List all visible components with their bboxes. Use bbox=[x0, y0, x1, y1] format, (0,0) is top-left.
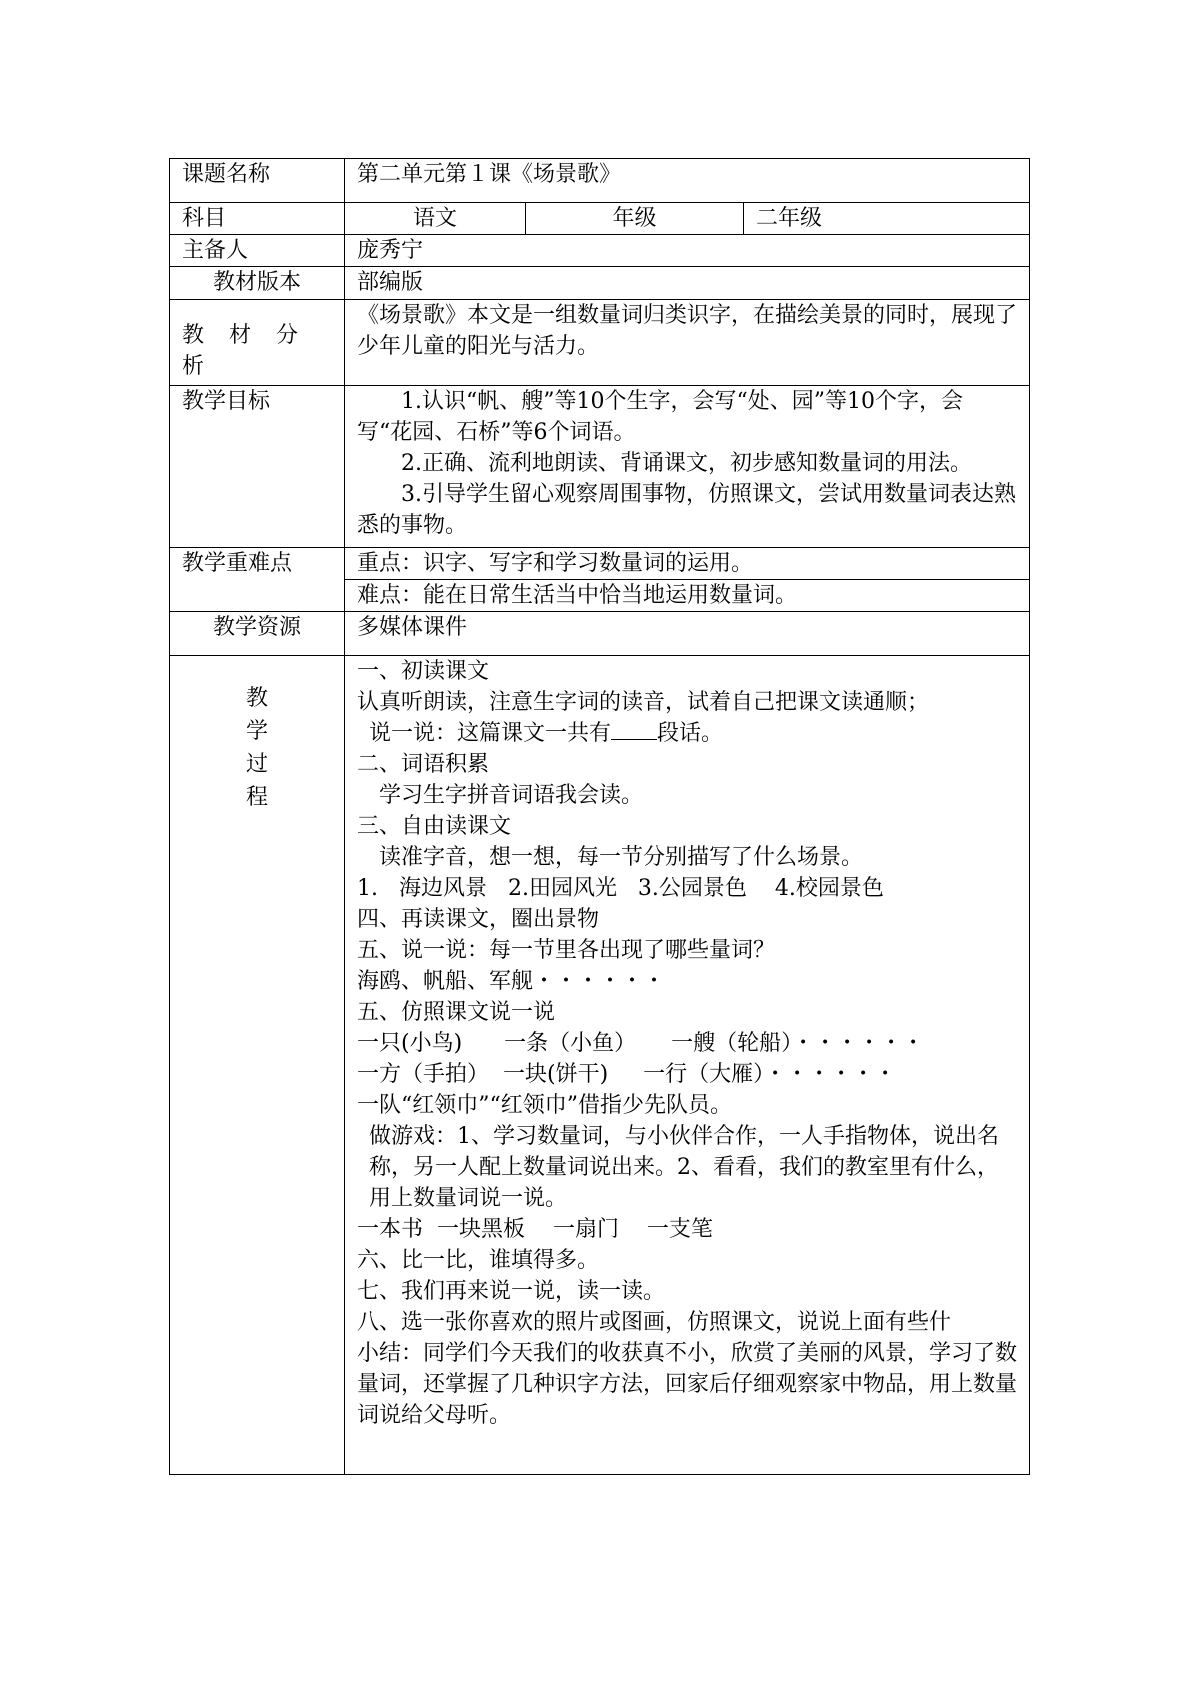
goal-item: 3.引导学生留心观察周围事物，仿照课文，尝试用数量词表达熟悉的事物。 bbox=[357, 482, 1016, 538]
analysis-value: 《场景歌》本文是一组数量词归类识字，在描绘美景的同时，展现了少年儿童的阳光与活力。 bbox=[345, 300, 1030, 386]
edition-value: 部编版 bbox=[345, 267, 1030, 300]
process-line: 做游戏：1、学习数量词，与小伙伴合作，一人手指物体，说出名称，另一人配上数量词说出来。2、看看，我们的教室里有什么，用上数量词说一说。 bbox=[369, 1124, 999, 1211]
subject-label: 科目 bbox=[170, 203, 345, 235]
grade-value: 二年级 bbox=[744, 203, 1030, 235]
resources-value: 多媒体课件 bbox=[345, 612, 1030, 656]
key-points-label: 教学重难点 bbox=[170, 548, 345, 612]
process-line: 二、词语积累 bbox=[357, 752, 490, 777]
process-line: 七、我们再来说一说，读一读。 bbox=[357, 1279, 666, 1304]
title-value: 第二单元第１课《场景歌》 bbox=[345, 159, 1030, 203]
row-analysis bbox=[170, 300, 1030, 386]
edition-label: 教材版本 bbox=[170, 267, 345, 300]
preparer-label: 主备人 bbox=[170, 235, 345, 267]
process-line: 四、再读课文，圈出景物 bbox=[357, 907, 600, 932]
process-line: 五、说一说：每一节里各出现了哪些量词？ bbox=[357, 938, 776, 963]
process-label-char: 过 bbox=[245, 752, 268, 777]
process-label-char: 学 bbox=[245, 719, 268, 744]
process-line: 一本书 一块黑板 一扇门 一支笔 bbox=[357, 1217, 713, 1242]
process-line: 海鸥、帆船、军舰・・・・・・ bbox=[357, 969, 666, 994]
process-line: 一队“红领巾”“红领巾”借指少先队员。 bbox=[357, 1093, 732, 1118]
process-line: 学习生字拼音词语我会读。 bbox=[379, 783, 644, 808]
process-label-char: 程 bbox=[245, 785, 268, 810]
row-resources bbox=[170, 612, 1030, 656]
process-line: 一、初读课文 bbox=[357, 659, 490, 684]
process-line: 八、选一张你喜欢的照片或图画，仿照课文，说说上面有些什 bbox=[357, 1310, 952, 1335]
lesson-plan-table bbox=[169, 158, 1030, 1475]
process-line: 说一说：这篇课文一共有 段话。 bbox=[369, 721, 724, 746]
goals-label: 教学目标 bbox=[170, 386, 345, 548]
process-line: 小结：同学们今天我们的收获真不小，欣赏了美丽的风景，学习了数量词，还掌握了几种识字方法，回家后仔细观察家中物品，用上数量词说给父母听。 bbox=[357, 1341, 1018, 1428]
process-label bbox=[170, 656, 345, 1475]
process-content bbox=[345, 656, 1030, 1475]
row-key-points bbox=[170, 548, 1030, 580]
preparer-value: 庞秀宁 bbox=[345, 235, 1030, 267]
grade-label: 年级 bbox=[526, 203, 744, 235]
process-line: 一只(小鸟) 一条（小鱼） 一艘（轮船）・・・・・・ bbox=[357, 1031, 925, 1056]
subject-value: 语文 bbox=[345, 203, 526, 235]
title-label: 课题名称 bbox=[170, 159, 345, 203]
analysis-label: 教 材 分 析 bbox=[170, 300, 345, 386]
goal-item: 2.正确、流利地朗读、背诵课文，初步感知数量词的用法。 bbox=[401, 451, 972, 476]
process-line: 1. 海边风景 2.田园风光 3.公园景色 4.校园景色 bbox=[357, 876, 884, 901]
process-line: 认真听朗读，注意生字词的读音，试着自己把课文读通顺； bbox=[357, 690, 930, 715]
goals-content bbox=[345, 386, 1030, 548]
fill-blank bbox=[611, 719, 657, 740]
process-label-char: 教 bbox=[245, 686, 268, 711]
process-line: 一方（手拍） 一块(饼干) 一行（大雁）・・・・・・ bbox=[357, 1062, 897, 1087]
key-point: 重点：识字、写字和学习数量词的运用。 bbox=[345, 548, 1030, 580]
resources-label: 教学资源 bbox=[170, 612, 345, 656]
process-line: 五、仿照课文说一说 bbox=[357, 1000, 556, 1025]
row-goals bbox=[170, 386, 1030, 548]
row-preparer bbox=[170, 235, 1030, 267]
difficult-point: 难点：能在日常生活当中恰当地运用数量词。 bbox=[345, 580, 1030, 612]
process-line: 六、比一比，谁填得多。 bbox=[357, 1248, 600, 1273]
goal-item: 1.认识“帆、艘”等10个生字，会写“处、园”等10个字，会写“花园、石桥”等6个词语。 bbox=[357, 389, 963, 445]
row-subject bbox=[170, 203, 1030, 235]
process-line: 三、自由读课文 bbox=[357, 814, 512, 839]
row-title bbox=[170, 159, 1030, 203]
row-edition bbox=[170, 267, 1030, 300]
row-process bbox=[170, 656, 1030, 1475]
process-line: 读准字音，想一想，每一节分别描写了什么场景。 bbox=[379, 845, 864, 870]
